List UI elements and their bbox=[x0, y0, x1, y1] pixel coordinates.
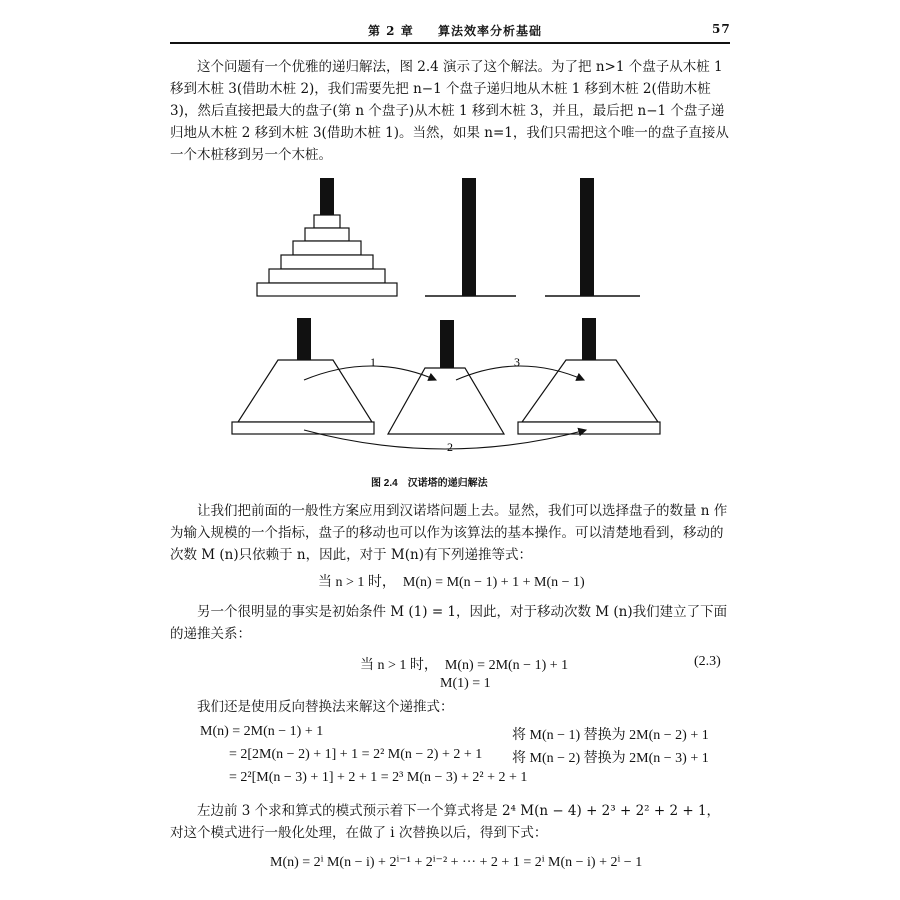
equation-2-3-line1: 当 n > 1 时， M(n) = 2M(n − 1) + 1 bbox=[360, 658, 569, 673]
equation-number: (2.3) bbox=[694, 654, 721, 669]
page-number: 57 bbox=[712, 22, 731, 36]
paragraph-2: 让我们把前面的一般性方案应用到汉诺塔问题上去。显然，我们可以选择盘子的数量 n 作为输入规模的一个指标，盘子的移动也可以作为该算法的基本操作。可以清楚地看到，移动的次数 M (n)只依赖于 n，因此，对于 M(n)有下列递推等式： bbox=[170, 503, 728, 563]
arrow-label-1: 1 bbox=[370, 355, 376, 369]
equation-general-form: M(n) = 2ⁱ M(n − i) + 2ⁱ⁻¹ + 2ⁱ⁻² + ··· + 2 + 1 = 2ⁱ M(n − i) + 2ⁱ − 1 bbox=[270, 855, 643, 870]
paragraph-5: 左边前 3 个求和算式的模式预示着下一个算式将是 2⁴ M(n − 4) + 2³ + 2² + 2 + 1，对这个模式进行一般化处理，在做了 i 次替换以后，得到下式： bbox=[170, 803, 721, 841]
peg-3-empty bbox=[545, 178, 640, 296]
tower-right-stack bbox=[518, 318, 660, 434]
intro-paragraph: 这个问题有一个优雅的递归解法，图 2.4 演示了这个解法。为了把 n>1 个盘子从木桩 1 移到木桩 3(借助木桩 2)，我们需要先把 n−1 个盘子递归地从木桩 1 移到木桩 2(借助木桩 3)，然后直接把最大的盘子(第 n 个盘子)从木桩 1 移到木桩 3，并且，最后把 n−1 个盘子递归地从木桩 2 移到木桩 3(借助木桩 1)。当然，如果 n=1，我们只需把这个唯一的盘子直接从一个木桩移到另一个木桩。 bbox=[170, 59, 729, 163]
paragraph-4: 我们还是使用反向替换法来解这个递推式： bbox=[197, 699, 454, 715]
arrow-label-2: 2 bbox=[447, 440, 453, 454]
paragraph-3: 另一个很明显的事实是初始条件 M (1) = 1，因此，对于移动次数 M (n)我们建立了下面的递推关系： bbox=[170, 604, 728, 642]
equation-2-3-line2: M(1) = 1 bbox=[440, 676, 491, 691]
equation-recurrence: 当 n > 1 时， M(n) = M(n − 1) + 1 + M(n − 1) bbox=[318, 575, 585, 590]
derivation-line-3: = 2²[M(n − 3) + 1] + 2 + 1 = 2³ M(n − 3) + 2² + 2 + 1 bbox=[229, 770, 528, 785]
chapter-label: 第 2 章 bbox=[368, 24, 414, 38]
derivation-note-1: 将 M(n − 1) 替换为 2M(n − 2) + 1 bbox=[512, 728, 709, 743]
peg-1-with-disks bbox=[257, 178, 397, 296]
chapter-title: 算法效率分析基础 bbox=[438, 24, 543, 38]
arrow-label-3: 3 bbox=[514, 355, 520, 369]
derivation-line-2: = 2[2M(n − 2) + 1] + 1 = 2² M(n − 2) + 2 + 1 bbox=[229, 747, 483, 762]
derivation-line-1: M(n) = 2M(n − 1) + 1 bbox=[200, 724, 324, 739]
derivation-note-2: 将 M(n − 2) 替换为 2M(n − 3) + 1 bbox=[512, 751, 709, 766]
tower-left-stack bbox=[232, 318, 374, 434]
tower-middle-stack bbox=[388, 320, 504, 434]
figure-caption: 图 2.4 汉诺塔的递归解法 bbox=[371, 478, 488, 489]
peg-2-empty bbox=[425, 178, 516, 296]
